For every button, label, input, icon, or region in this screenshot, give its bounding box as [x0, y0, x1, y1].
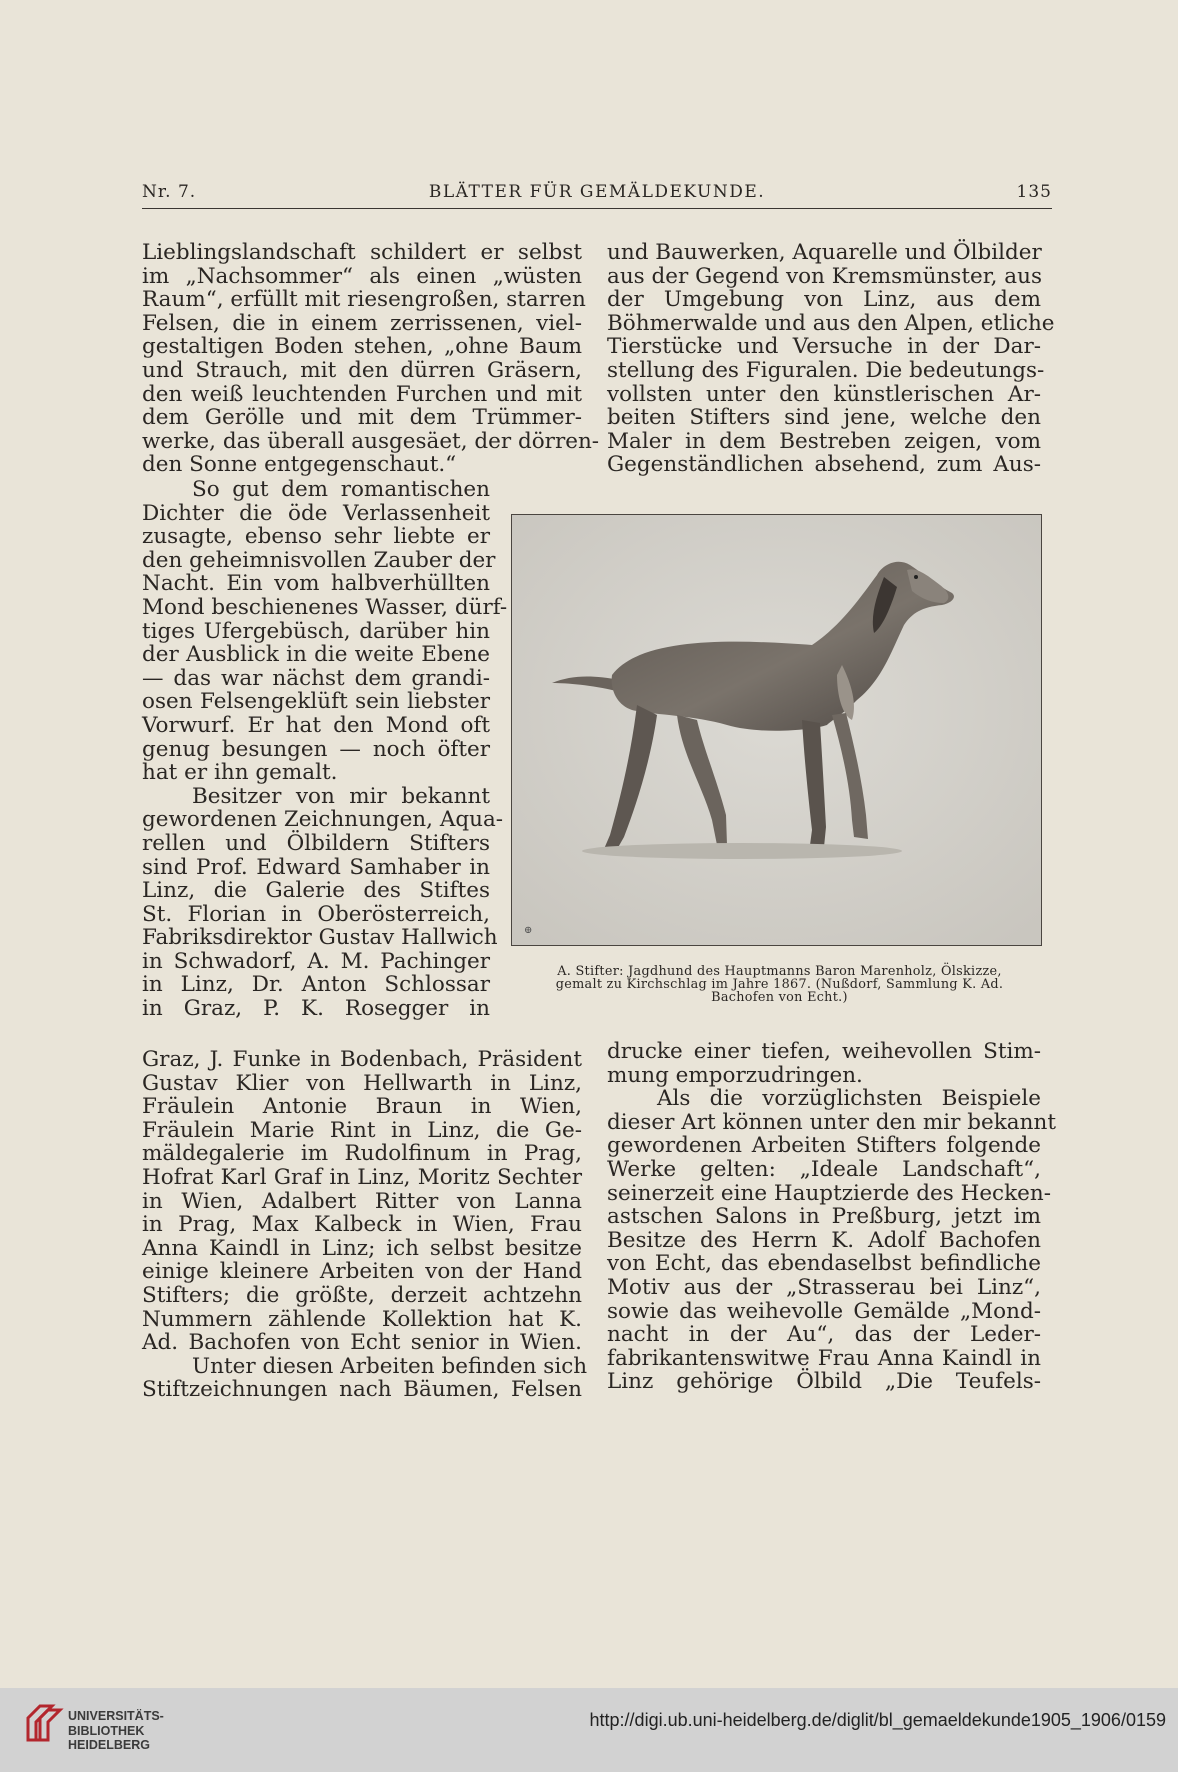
text-line: Böhmerwalde und aus den Alpen, etliche [607, 310, 1055, 336]
text-line: Maler in dem Bestreben zeigen, vom [607, 428, 1041, 454]
text-line: Als die vorzüglichsten Beispiele [657, 1086, 1041, 1112]
text-line: von Echt, das ebendaselbst befindliche [607, 1251, 1041, 1277]
text-line: hat er ihn gemalt. [142, 760, 338, 786]
text-line: Lieblingslandschaft schildert er selbst [142, 240, 582, 265]
page-header [142, 178, 1052, 209]
dog-painting-figure [511, 514, 1042, 946]
left-column-top-text [142, 240, 600, 478]
text-line: in Linz, Dr. Anton Schlossar [142, 972, 490, 998]
text-line: in Graz, P. K. Rosegger in [142, 996, 490, 1022]
text-line: den geheimnisvollen Zauber der [142, 547, 496, 573]
text-line: Besitze des Herrn K. Adolf Bachofen [607, 1227, 1041, 1253]
caption-line: Bachofen von Echt.) [711, 990, 848, 1005]
figure-caption [517, 965, 1042, 1004]
text-line: Linz, die Galerie des Stiftes [142, 878, 490, 904]
text-line: vollsten unter den künstlerischen Ar- [607, 381, 1041, 407]
text-line: einige kleinere Arbeiten von der Hand [142, 1259, 582, 1285]
journal-title: BLÄTTER FÜR GEMÄLDEKUNDE. [428, 182, 766, 202]
caption-line: A. Stifter: Jagdhund des Hauptmanns Baron Marenholz, Ölskizze, [557, 964, 1002, 979]
text-line: Dichter die öde Verlassenheit [142, 500, 490, 526]
text-line: — das war nächst dem grandi- [142, 665, 490, 691]
library-name-line: BIBLIOTHEK [68, 1723, 145, 1738]
left-column-narrow-text [142, 477, 508, 1022]
text-line: werke, das überall ausgesäet, der dörren- [142, 428, 600, 454]
text-line: genug besungen — noch öfter [142, 736, 490, 762]
text-line: in Wien, Adalbert Ritter von Lanna [142, 1188, 582, 1214]
library-logo-icon [22, 1700, 68, 1746]
text-line: Fräulein Antonie Braun in Wien, [142, 1094, 582, 1120]
text-line: seinerzeit eine Hauptzierde des Hecken- [607, 1180, 1051, 1206]
text-line: sind Prof. Edward Samhaber in [142, 854, 490, 880]
library-name-line: HEIDELBERG [68, 1738, 150, 1752]
text-line: astschen Salons in Preßburg, jetzt im [607, 1204, 1041, 1230]
text-line: Linz gehörige Ölbild „Die Teufels- [607, 1369, 1041, 1395]
text-line: gewordenen Zeichnungen, Aqua- [142, 807, 504, 833]
text-line: aus der Gegend von Kremsmünster, aus [607, 263, 1042, 289]
right-column-bottom-text [607, 1039, 1056, 1395]
text-line: Gegenständlichen absehend, zum Aus- [607, 452, 1041, 478]
text-line: Gustav Klier von Hellwarth in Linz, [142, 1070, 582, 1096]
text-line: So gut dem romantischen [192, 477, 490, 502]
library-name [68, 1709, 164, 1753]
text-line: Fräulein Marie Rint in Linz, die Ge- [142, 1117, 582, 1143]
library-name-line: UNIVERSITÄTS- [68, 1709, 164, 1723]
text-line: Werke gelten: „Ideale Landschaft“, [607, 1156, 1041, 1182]
text-line: in Schwadorf, A. M. Pachinger [142, 948, 490, 974]
text-line: Vorwurf. Er hat den Mond oft [142, 712, 490, 738]
text-line: mung emporzudringen. [607, 1062, 863, 1088]
caption-line: gemalt zu Kirchschlag im Jahre 1867. (Nußdorf, Sammlung K. Ad. [555, 977, 1004, 992]
text-line: osen Felsengeklüft sein liebster [142, 689, 490, 715]
left-column-bottom-text [142, 1047, 588, 1403]
text-line: gestaltigen Boden stehen, „ohne Baum [142, 334, 582, 360]
text-line: St. Florian in Oberösterreich, [142, 901, 490, 927]
text-line: und Bauwerken, Aquarelle und Ölbilder [607, 240, 1042, 265]
text-line: Raum“, erfüllt mit riesengroßen, starren [142, 287, 586, 313]
svg-text:⊕: ⊕ [524, 925, 533, 936]
text-line: Graz, J. Funke in Bodenbach, Präsident [142, 1047, 582, 1072]
text-line: zusagte, ebenso sehr liebte er [142, 524, 490, 550]
text-line: den Sonne entgegenschaut.“ [142, 452, 457, 478]
text-line: Tierstücke und Versuche in der Dar- [607, 334, 1041, 360]
text-line: Motiv aus der „Strasserau bei Linz“, [607, 1274, 1041, 1300]
text-line: Fabriksdirektor Gustav Hallwich [142, 925, 498, 951]
text-line: und Strauch, mit den dürren Gräsern, [142, 357, 582, 383]
right-column-top-text [607, 240, 1055, 478]
text-line: Stifters; die größte, derzeit achtzehn [142, 1282, 582, 1308]
text-line: tiges Ufergebüsch, darüber hin [142, 618, 490, 644]
text-line: Unter diesen Arbeiten befinden sich [192, 1353, 588, 1379]
text-line: Stiftzeichnungen nach Bäumen, Felsen [142, 1377, 582, 1403]
text-line: der Ausblick in die weite Ebene [142, 642, 490, 668]
issue-number: Nr. 7. [142, 182, 197, 202]
text-line: dieser Art können unter den mir bekannt [607, 1109, 1056, 1135]
text-line: Nacht. Ein vom halbverhüllten [142, 571, 490, 597]
text-line: Ad. Bachofen von Echt senior in Wien. [142, 1330, 582, 1356]
page-number: 135 [1016, 182, 1052, 202]
text-line: Hofrat Karl Graf in Linz, Moritz Sechter [142, 1164, 582, 1190]
text-line: Nummern zählende Kollektion hat K. [142, 1306, 582, 1332]
text-line: mäldegalerie im Rudolfinum in Prag, [142, 1141, 582, 1167]
hunting-dog-image [512, 515, 1041, 945]
text-line: Felsen, die in einem zerrissenen, viel- [142, 310, 582, 336]
text-line: im „Nachsommer“ als einen „wüsten [142, 263, 582, 289]
text-line: drucke einer tiefen, weihevollen Stim- [607, 1039, 1041, 1064]
text-line: rellen und Ölbildern Stifters [142, 830, 490, 856]
text-line: Mond beschienenes Wasser, dürf- [142, 594, 508, 620]
text-line: stellung des Figuralen. Die bedeutungs- [607, 357, 1045, 383]
text-line: Besitzer von mir bekannt [192, 783, 490, 809]
text-line: dem Gerölle und mit dem Trümmer- [142, 405, 582, 431]
text-line: sowie das weihevolle Gemälde „Mond- [607, 1298, 1041, 1324]
text-line: fabrikantenswitwe Frau Anna Kaindl in [607, 1345, 1041, 1371]
text-line: in Prag, Max Kalbeck in Wien, Frau [142, 1212, 582, 1238]
text-line: den weiß leuchtenden Furchen und mit [142, 381, 582, 407]
text-line: nacht in der Au“, das der Leder- [607, 1322, 1041, 1348]
source-url-link[interactable]: http://digi.ub.uni-heidelberg.de/diglit/bl_gemaeldekunde1905_1906/0159 [589, 1710, 1166, 1730]
text-line: der Umgebung von Linz, aus dem [607, 287, 1041, 313]
text-line: beiten Stifters sind jene, welche den [607, 405, 1041, 431]
text-line: Anna Kaindl in Linz; ich selbst besitze [142, 1235, 582, 1261]
text-line: gewordenen Arbeiten Stifters folgende [607, 1133, 1041, 1159]
digitization-footer [0, 1688, 1178, 1772]
